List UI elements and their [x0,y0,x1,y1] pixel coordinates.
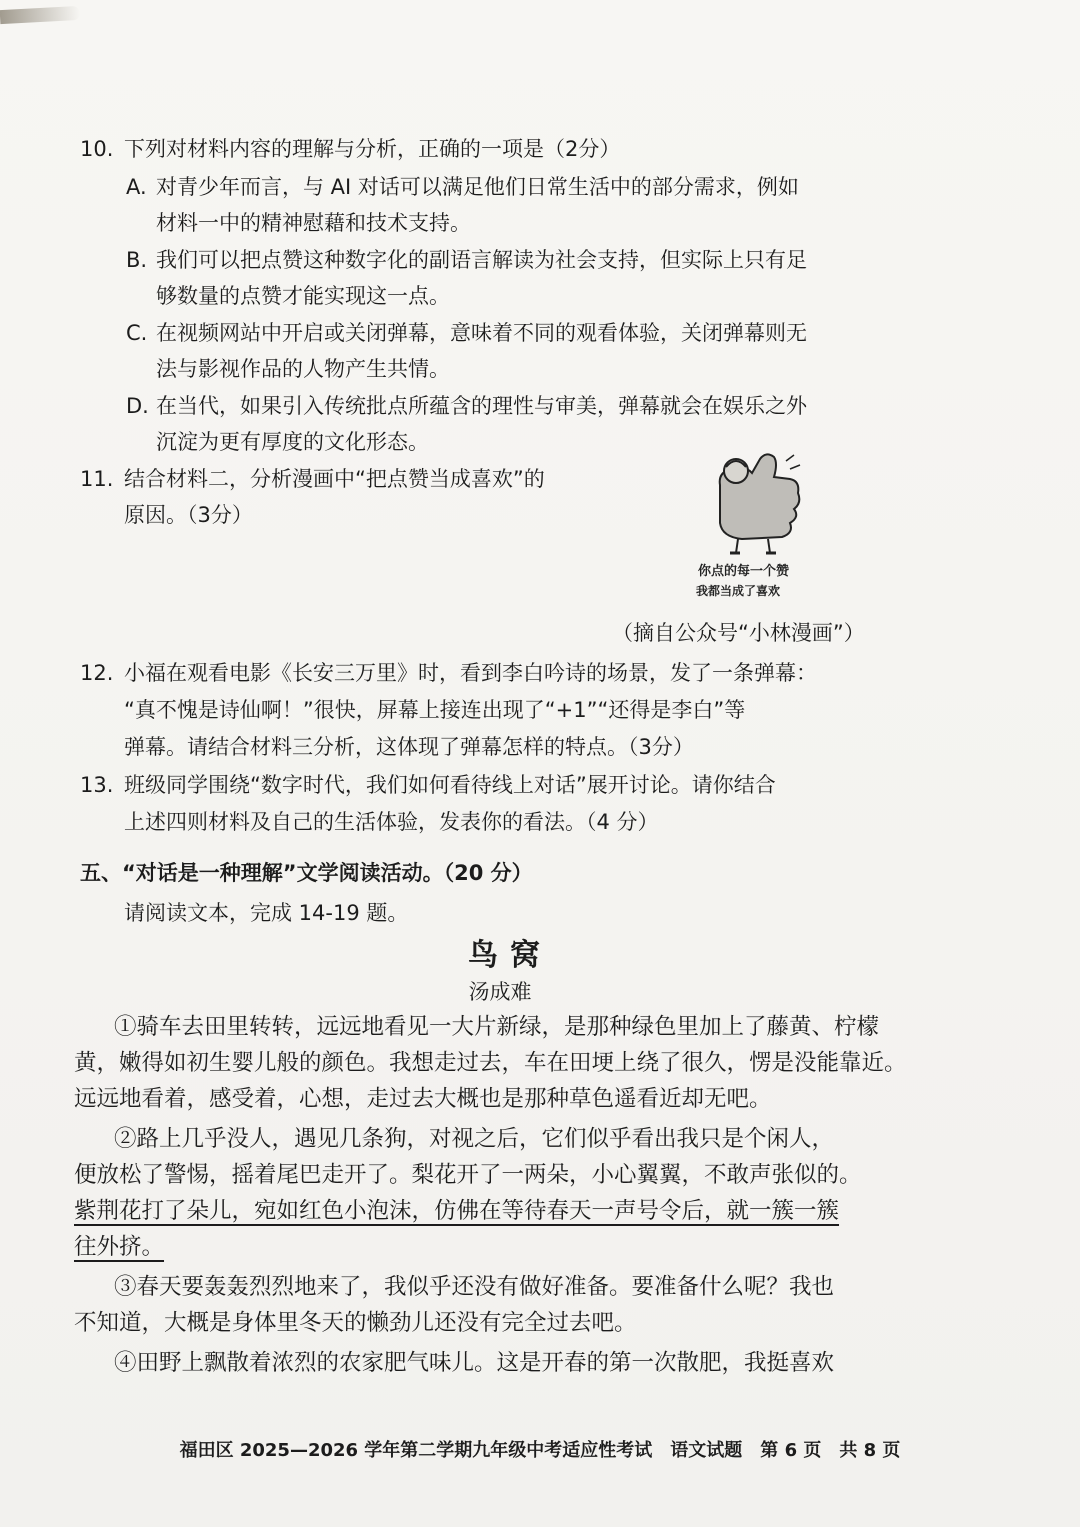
q12-number: 12. [80,661,114,685]
q10-number: 10. [80,137,114,161]
q10-option-d-line1 [126,391,807,421]
article-p2-line1: ②路上几乎没人，遇见几条狗，对视之后，它们似乎看出我只是个闲人， [114,1126,835,1152]
q12-line2: “真不愧是诗仙啊！”很快，屏幕上接连出现了“+1”“还得是李白”等 [124,698,746,722]
article-p1-line3: 远远地看着，感受着，心想，走过去大概也是那种草色遥看近却无吧。 [74,1086,772,1112]
article-p3-line1: ③春天要轰轰烈烈地来了，我似乎还没有做好准备。要准备什么呢？我也 [114,1274,835,1300]
section5-instruction: 请阅读文本，完成 14-19 题。 [124,901,409,925]
q12-line1 [80,658,817,688]
q11-line1 [80,464,545,494]
comic-source: （摘自公众号“小林漫画”） [612,621,865,645]
article-p1-line2: 黄，嫩得如初生婴儿般的颜色。我想走过去，车在田埂上绕了很久，愣是没能靠近。 [74,1050,907,1076]
comic-character-head [724,459,748,483]
q11-text1: 结合材料二，分析漫画中“把点赞当成喜欢”的 [124,467,545,491]
article-p2-line4-underlined: 往外挤。 [74,1234,165,1260]
q11-line2: 原因。（3分） [124,503,253,527]
q10-option-d-text1: 在当代，如果引入传统批点所蕴含的理性与审美，弹幕就会在娱乐之外 [156,394,807,418]
q11-number: 11. [80,467,114,491]
q12-text1: 小福在观看电影《长安三万里》时，看到李白吟诗的场景，发了一条弹幕： [124,661,817,685]
section5-heading: 五、“对话是一种理解”文学阅读活动。（20 分） [80,861,533,885]
article-p3-line2: 不知道，大概是身体里冬天的懒劲儿还没有完全过去吧。 [74,1310,637,1336]
q13-line2: 上述四则材料及自己的生活体验，发表你的看法。（4 分） [124,810,659,834]
q13-line1 [80,770,776,800]
comic-caption-line2: 我都当成了喜欢 [696,584,781,598]
article-p4-line1: ④田野上飘散着浓烈的农家肥气味儿。这是开春的第一次散肥，我挺喜欢 [114,1350,835,1376]
scan-corner-mark [0,6,80,24]
q10-option-c-line2: 法与影视作品的人物产生共情。 [156,357,450,381]
q10-option-a-text1: 对青少年而言，与 AI 对话可以满足他们日常生活中的部分需求，例如 [156,175,799,199]
q10-option-a-line2: 材料一中的精神慰藉和技术支持。 [156,211,471,235]
article-author: 汤成难 [468,980,532,1004]
article-p1-line1: ①骑车去田里转转，远远地看见一大片新绿，是那种绿色里加上了藤黄、柠檬 [114,1014,880,1040]
article-p2-line3-underlined: 紫荆花打了朵儿，宛如红色小泡沫，仿佛在等待春天一声号令后，就一簇一簇 [74,1198,840,1224]
q13-text1: 班级同学围绕“数字时代，我们如何看待线上对话”展开讨论。请你结合 [124,773,776,797]
q10-option-a-line1 [126,172,799,202]
q10-option-b-letter: B. [126,248,148,272]
q10-option-c-line1 [126,318,807,348]
q10-stem-line [80,134,620,164]
comic-caption-line1: 你点的每一个赞 [698,564,790,579]
q10-option-c-text1: 在视频网站中开启或关闭弹幕，意味着不同的观看体验，关闭弹幕则无 [156,321,807,345]
q13-number: 13. [80,773,114,797]
q10-option-b-line1 [126,245,807,275]
q10-option-b-line2: 够数量的点赞才能实现这一点。 [156,284,450,308]
comic-thumbs-up-image [690,445,830,615]
q10-option-c-letter: C. [126,321,148,345]
article-p2-line2: 便放松了警惕，摇着尾巴走开了。梨花开了一两朵，小心翼翼，不敢声张似的。 [74,1162,862,1188]
article-title: 鸟窝 [468,938,552,973]
q10-option-b-text1: 我们可以把点赞这种数字化的副语言解读为社会支持，但实际上只有足 [156,248,807,272]
q10-stem: 下列对材料内容的理解与分析，正确的一项是（2分） [124,137,621,161]
q10-option-d-line2: 沉淀为更有厚度的文化形态。 [156,430,429,454]
q10-option-a-letter: A. [126,175,147,199]
page-footer: 福田区 2025—2026 学年第二学期九年级中考适应性考试 语文试题 第 6 页 共 8 页 [179,1440,901,1461]
q12-line3: 弹幕。请结合材料三分析，这体现了弹幕怎样的特点。（3分） [124,735,694,759]
q10-option-d-letter: D. [126,394,149,418]
